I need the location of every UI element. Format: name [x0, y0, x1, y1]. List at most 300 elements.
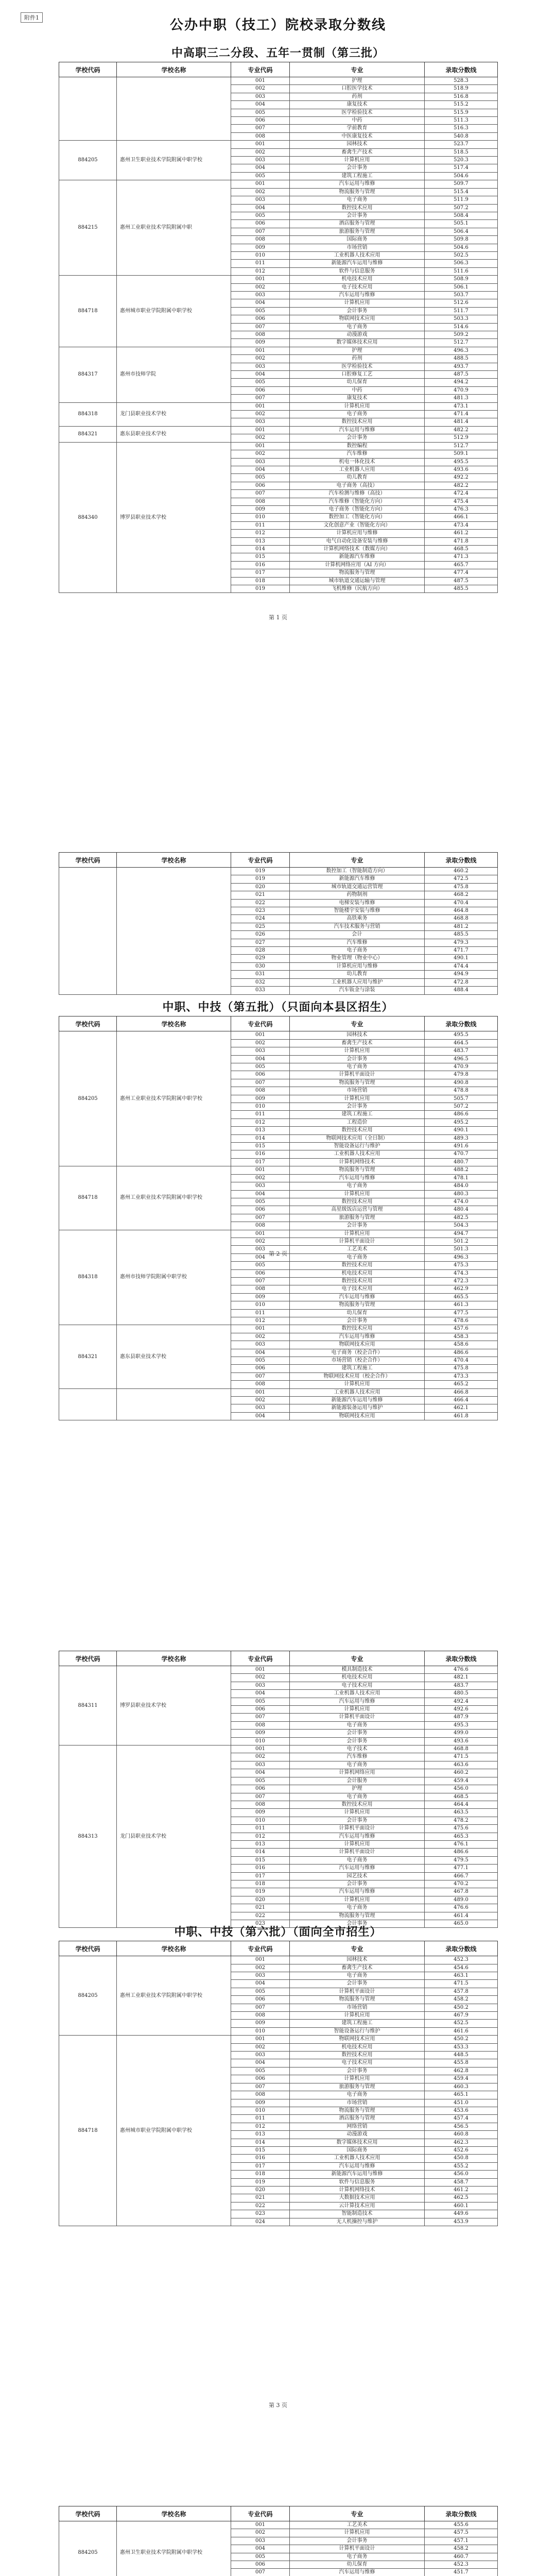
major-code-cell: 003: [231, 458, 290, 466]
score-cell: 477.1: [425, 1865, 498, 1872]
major-code-cell: 013: [231, 2131, 290, 2139]
header-school-code: 学校代码: [59, 853, 117, 868]
major-name-cell: 工业机器人技术应用: [290, 1388, 425, 1396]
major-code-cell: 001: [231, 1325, 290, 1333]
major-code-cell: 029: [231, 955, 290, 962]
header-score: 录取分数线: [425, 62, 498, 77]
major-code-cell: 004: [231, 1690, 290, 1698]
major-name-cell: 工业机器人技术应用: [290, 251, 425, 259]
score-cell: 477.5: [425, 1309, 498, 1317]
score-cell: 478.6: [425, 1317, 498, 1325]
major-name-cell: 城市轨道交通运营管理: [290, 883, 425, 891]
major-name-cell: 电子商务: [290, 1972, 425, 1980]
score-cell: 503.7: [425, 291, 498, 299]
major-code-cell: 003: [231, 418, 290, 426]
score-cell: 509.7: [425, 180, 498, 188]
score-cell: 468.8: [425, 1745, 498, 1753]
score-cell: 461.2: [425, 2186, 498, 2194]
major-code-cell: 004: [231, 2545, 290, 2553]
major-code-cell: 016: [231, 1150, 290, 1158]
score-cell: 475.4: [425, 498, 498, 505]
major-name-cell: 康复技术: [290, 395, 425, 402]
school-code-cell: [59, 1388, 117, 1420]
school-name-cell: 惠州工业职业技术学院附属中职: [117, 180, 231, 276]
major-code-cell: 005: [231, 1777, 290, 1785]
score-cell: 482.2: [425, 426, 498, 434]
score-cell: 454.6: [425, 1964, 498, 1972]
score-cell: 452.5: [425, 2020, 498, 2027]
major-name-cell: 药剂: [290, 93, 425, 100]
major-name-cell: 物联网技术应用: [290, 1341, 425, 1349]
major-name-cell: 电子商务: [290, 1253, 425, 1261]
score-cell: 480.4: [425, 1206, 498, 1214]
major-name-cell: 软件与信息服务: [290, 267, 425, 275]
major-code-cell: 005: [231, 379, 290, 386]
major-code-cell: 012: [231, 1317, 290, 1325]
score-cell: 507.2: [425, 204, 498, 212]
major-name-cell: 会计事务: [290, 2067, 425, 2075]
score-cell: 482.5: [425, 1214, 498, 1222]
school-name-cell: 惠州市技师学院附属中职学校: [117, 1230, 231, 1325]
major-code-cell: 012: [231, 530, 290, 537]
score-cell: 461.6: [425, 2027, 498, 2035]
major-code-cell: 019: [231, 868, 290, 875]
major-name-cell: 会计事务: [290, 1222, 425, 1230]
major-code-cell: 004: [231, 466, 290, 473]
major-code-cell: 002: [231, 411, 290, 418]
table-row: [59, 1956, 498, 1964]
school-name-cell: 惠州卫生职业技术学院附属中职学校: [117, 2521, 231, 2576]
major-code-cell: 010: [231, 2027, 290, 2035]
score-cell: 456.0: [425, 1785, 498, 1793]
major-code-cell: 007: [231, 1214, 290, 1222]
major-code-cell: 005: [231, 1357, 290, 1365]
major-name-cell: 旅游服务与管理: [290, 1214, 425, 1222]
major-code-cell: 007: [231, 2004, 290, 2011]
school-code-cell: 884205: [59, 141, 117, 180]
table-row: [59, 868, 498, 875]
school-name-cell: 惠州卫生职业技术学院附属中职学校: [117, 141, 231, 180]
score-cell: 471.5: [425, 1753, 498, 1761]
major-name-cell: 计算机应用: [290, 1809, 425, 1817]
score-cell: 511.7: [425, 307, 498, 315]
major-name-cell: 国际商务: [290, 2146, 425, 2154]
major-code-cell: 021: [231, 2194, 290, 2202]
major-name-cell: 计算机应用: [290, 1381, 425, 1388]
major-code-cell: 003: [231, 1047, 290, 1055]
major-name-cell: 计算机网络应用: [290, 1769, 425, 1777]
major-name-cell: 会计事务: [290, 1103, 425, 1111]
major-code-cell: 003: [231, 291, 290, 299]
major-code-cell: 002: [231, 1674, 290, 1682]
document-title: 公办中职（技工）院校录取分数线: [169, 18, 386, 33]
score-cell: 485.5: [425, 931, 498, 939]
score-cell: 460.1: [425, 2202, 498, 2210]
score-cell: 455.6: [425, 2521, 498, 2529]
major-code-cell: 006: [231, 1365, 290, 1372]
score-cell: 460.2: [425, 1769, 498, 1777]
major-code-cell: 005: [231, 307, 290, 315]
major-name-cell: 汽车运用与维修: [290, 1888, 425, 1896]
major-code-cell: 001: [231, 276, 290, 283]
major-name-cell: 计算机平面设计: [290, 1238, 425, 1245]
table-header-row: [59, 1941, 498, 1956]
major-code-cell: 004: [231, 2059, 290, 2067]
score-cell: 487.9: [425, 1714, 498, 1721]
major-name-cell: 国际商务: [290, 236, 425, 244]
table-header-row: [59, 62, 498, 77]
score-cell: 458.6: [425, 1341, 498, 1349]
major-name-cell: 计算机网络技术: [290, 2186, 425, 2194]
major-code-cell: 008: [231, 236, 290, 244]
major-code-cell: 015: [231, 2146, 290, 2154]
school-name-cell: 惠州城市职业学院附属中职学校: [117, 2036, 231, 2226]
score-cell: 464.8: [425, 907, 498, 915]
major-code-cell: 005: [231, 1262, 290, 1269]
major-name-cell: 护理: [290, 347, 425, 354]
major-code-cell: 001: [231, 1388, 290, 1396]
score-cell: 473.1: [425, 402, 498, 410]
score-cell: 457.6: [425, 1325, 498, 1333]
score-cell: 512.7: [425, 339, 498, 347]
score-cell: 479.8: [425, 1071, 498, 1079]
score-cell: 478.1: [425, 1174, 498, 1182]
score-cell: 512.9: [425, 434, 498, 442]
major-code-cell: 032: [231, 978, 290, 986]
major-code-cell: 019: [231, 585, 290, 593]
score-cell: 503.3: [425, 315, 498, 323]
major-code-cell: 001: [231, 1745, 290, 1753]
major-code-cell: 021: [231, 891, 290, 899]
header-school-name: 学校名称: [117, 62, 231, 77]
major-name-cell: 计算机网络应用（AI 方向）: [290, 561, 425, 569]
major-code-cell: 003: [231, 363, 290, 370]
score-cell: 480.3: [425, 1190, 498, 1198]
major-code-cell: 015: [231, 553, 290, 561]
major-name-cell: 工业机器人技术应用: [290, 1150, 425, 1158]
major-name-cell: 汽车技术服务与营销: [290, 923, 425, 930]
score-cell: 453.9: [425, 2218, 498, 2226]
major-name-cell: 建筑工程施工: [290, 2020, 425, 2027]
major-code-cell: 001: [231, 1956, 290, 1964]
score-cell: 468.5: [425, 545, 498, 553]
table-header-row: [59, 1651, 498, 1666]
major-name-cell: 中药: [290, 386, 425, 394]
major-name-cell: 学前教育: [290, 125, 425, 132]
header-score: 录取分数线: [425, 2506, 498, 2521]
major-name-cell: 会计: [290, 931, 425, 939]
major-name-cell: 物流服务与管理: [290, 1166, 425, 1174]
major-name-cell: 无人机操控与维护: [290, 2218, 425, 2226]
score-cell: 523.7: [425, 141, 498, 148]
major-code-cell: 001: [231, 1031, 290, 1039]
major-code-cell: 005: [231, 1698, 290, 1705]
major-name-cell: 园林技术: [290, 1031, 425, 1039]
major-code-cell: 007: [231, 490, 290, 498]
score-cell: 508.9: [425, 276, 498, 283]
score-cell: 489.3: [425, 1134, 498, 1142]
major-code-cell: 001: [231, 402, 290, 410]
school-code-cell: 884318: [59, 1230, 117, 1325]
major-code-cell: 007: [231, 1793, 290, 1801]
school-name-cell: 龙门县职业技术学校: [117, 1745, 231, 1928]
major-name-cell: 电子商务: [290, 1904, 425, 1912]
document-page: [0, 0, 556, 639]
major-code-cell: 006: [231, 1206, 290, 1214]
major-code-cell: 002: [231, 2529, 290, 2537]
page-number: 第 2 页: [269, 1250, 287, 1257]
major-code-cell: 002: [231, 85, 290, 93]
score-cell: 494.9: [425, 971, 498, 978]
major-name-cell: 园林技术: [290, 1956, 425, 1964]
school-name-cell: 龙门县职业技术学校: [117, 402, 231, 426]
major-code-cell: 002: [231, 283, 290, 291]
table-row: [59, 426, 498, 434]
major-name-cell: 工艺美术: [290, 2521, 425, 2529]
major-name-cell: 电子商务: [290, 1856, 425, 1864]
major-name-cell: 电子技术: [290, 1745, 425, 1753]
major-name-cell: 建筑工程施工: [290, 1111, 425, 1118]
score-cell: 455.8: [425, 2059, 498, 2067]
major-code-cell: 014: [231, 545, 290, 553]
major-code-cell: 004: [231, 1253, 290, 1261]
header-score: 录取分数线: [425, 1016, 498, 1031]
score-cell: 470.9: [425, 386, 498, 394]
major-name-cell: 高铁乘务: [290, 915, 425, 923]
score-cell: 459.4: [425, 2075, 498, 2083]
major-name-cell: 物联网技术应用: [290, 315, 425, 323]
major-name-cell: 计算机平面设计: [290, 1071, 425, 1079]
major-name-cell: 计算机网络技术（数媒方向）: [290, 545, 425, 553]
table-row: [59, 1325, 498, 1333]
major-code-cell: 014: [231, 1849, 290, 1856]
score-cell: 473.3: [425, 1372, 498, 1380]
major-name-cell: 畜禽生产技术: [290, 1039, 425, 1047]
school-code-cell: 884205: [59, 1031, 117, 1166]
major-code-cell: 008: [231, 1285, 290, 1293]
school-name-cell: [117, 77, 231, 141]
major-name-cell: 电子商务（智能化方向）: [290, 505, 425, 513]
score-cell: 458.7: [425, 2178, 498, 2186]
score-cell: 487.5: [425, 577, 498, 585]
score-cell: 492.6: [425, 1706, 498, 1714]
major-name-cell: 数控技术应用: [290, 1127, 425, 1134]
major-code-cell: 024: [231, 2218, 290, 2226]
header-major: 专业: [290, 62, 425, 77]
major-name-cell: 电子技术应用: [290, 283, 425, 291]
major-code-cell: 016: [231, 2155, 290, 2162]
school-code-cell: 884313: [59, 1745, 117, 1928]
major-code-cell: 005: [231, 2067, 290, 2075]
major-name-cell: 计算机应用: [290, 1095, 425, 1103]
section-title: 中职、中技（第六批）（面向全市招生）: [174, 1925, 382, 1939]
score-cell: 461.8: [425, 1412, 498, 1420]
major-name-cell: 医学检验技术: [290, 363, 425, 370]
school-code-cell: 884718: [59, 2036, 117, 2226]
major-name-cell: 物流服务与管理: [290, 188, 425, 196]
major-name-cell: 工业机器人应用与维护: [290, 978, 425, 986]
major-name-cell: 会计事务: [290, 1880, 425, 1888]
major-name-cell: 电子商务: [290, 1761, 425, 1769]
score-cell: 470.9: [425, 1063, 498, 1071]
major-code-cell: 003: [231, 2537, 290, 2545]
major-code-cell: 017: [231, 1872, 290, 1880]
major-name-cell: 新能源装备运用与维护: [290, 1404, 425, 1412]
school-name-cell: 惠州工业职业技术学院附属中职学校: [117, 1031, 231, 1166]
major-code-cell: 001: [231, 141, 290, 148]
major-code-cell: 016: [231, 561, 290, 569]
major-code-cell: 021: [231, 1904, 290, 1912]
major-code-cell: 007: [231, 1714, 290, 1721]
score-cell: 458.2: [425, 1996, 498, 2004]
score-cell: 515.4: [425, 188, 498, 196]
table-row: [59, 2036, 498, 2043]
major-code-cell: 022: [231, 1912, 290, 1920]
score-cell: 487.5: [425, 371, 498, 379]
major-name-cell: 物联网技术应用（校企合作）: [290, 1372, 425, 1380]
score-cell: 465.1: [425, 2091, 498, 2099]
major-name-cell: 口腔修复工艺: [290, 371, 425, 379]
score-cell: 506.3: [425, 260, 498, 267]
major-code-cell: 001: [231, 77, 290, 85]
major-name-cell: 计算机应用: [290, 2529, 425, 2537]
header-major: 专业: [290, 2506, 425, 2521]
major-code-cell: 001: [231, 347, 290, 354]
score-cell: 452.3: [425, 1956, 498, 1964]
major-code-cell: 008: [231, 1087, 290, 1095]
major-code-cell: 020: [231, 1896, 290, 1904]
major-code-cell: 006: [231, 2075, 290, 2083]
major-code-cell: 003: [231, 1761, 290, 1769]
table-row: [59, 1031, 498, 1039]
major-name-cell: 计算机应用与维修: [290, 530, 425, 537]
table-header-row: [59, 853, 498, 868]
table-row: [59, 2521, 498, 2529]
major-name-cell: 机电一体化技术: [290, 458, 425, 466]
major-code-cell: 002: [231, 1039, 290, 1047]
major-code-cell: 005: [231, 212, 290, 219]
major-name-cell: 物联网技术应用（全日制）: [290, 1134, 425, 1142]
major-name-cell: 市场营销: [290, 1087, 425, 1095]
major-code-cell: 010: [231, 514, 290, 521]
major-name-cell: 会计事务: [290, 1737, 425, 1745]
major-name-cell: 计算机应用: [290, 1706, 425, 1714]
major-code-cell: 001: [231, 1166, 290, 1174]
score-cell: 466.4: [425, 1397, 498, 1404]
score-cell: 451.7: [425, 2569, 498, 2576]
major-name-cell: 动漫游戏: [290, 331, 425, 339]
header-school-name: 学校名称: [117, 1016, 231, 1031]
major-name-cell: 数控技术应用: [290, 1801, 425, 1808]
major-name-cell: 物流服务与管理: [290, 569, 425, 577]
score-cell: 472.8: [425, 978, 498, 986]
major-name-cell: 城市轨道交通运输与管理: [290, 577, 425, 585]
score-cell: 460.2: [425, 868, 498, 875]
table-row: [59, 276, 498, 283]
score-cell: 518.5: [425, 148, 498, 156]
major-code-cell: 018: [231, 577, 290, 585]
header-major-code: 专业代码: [231, 62, 290, 77]
major-code-cell: 006: [231, 482, 290, 489]
major-name-cell: 酒店服务与管理: [290, 220, 425, 228]
major-name-cell: 动漫游戏: [290, 2131, 425, 2139]
score-cell: 465.0: [425, 1920, 498, 1928]
major-code-cell: 008: [231, 498, 290, 505]
major-name-cell: 机电技术应用: [290, 276, 425, 283]
major-name-cell: 电梯安装与维修: [290, 899, 425, 907]
major-code-cell: 010: [231, 1737, 290, 1745]
major-name-cell: 物联网技术应用: [290, 1412, 425, 1420]
major-code-cell: 003: [231, 1972, 290, 1980]
major-code-cell: 013: [231, 1840, 290, 1848]
major-code-cell: 001: [231, 426, 290, 434]
score-cell: 486.6: [425, 1849, 498, 1856]
major-name-cell: 医学检验技术: [290, 109, 425, 116]
major-code-cell: 027: [231, 939, 290, 946]
major-name-cell: 汽车检测与维修（高技）: [290, 490, 425, 498]
major-code-cell: 011: [231, 260, 290, 267]
major-code-cell: 003: [231, 1246, 290, 1253]
major-name-cell: 汽车运用与维修: [290, 1333, 425, 1341]
major-code-cell: 002: [231, 1397, 290, 1404]
major-name-cell: 模具制造技术: [290, 1666, 425, 1674]
major-name-cell: 康复技术: [290, 101, 425, 109]
major-code-cell: 005: [231, 1988, 290, 1995]
major-code-cell: 005: [231, 109, 290, 116]
major-code-cell: 004: [231, 1769, 290, 1777]
major-code-cell: 003: [231, 1182, 290, 1190]
table-row: [59, 77, 498, 85]
score-cell: 528.3: [425, 77, 498, 85]
score-cell: 514.6: [425, 323, 498, 331]
major-name-cell: 工业机器人技术应用: [290, 2155, 425, 2162]
major-code-cell: 014: [231, 2139, 290, 2146]
major-code-cell: 006: [231, 1071, 290, 1079]
header-major: 专业: [290, 1016, 425, 1031]
major-name-cell: 会计事务: [290, 1055, 425, 1063]
score-cell: 478.8: [425, 1087, 498, 1095]
major-name-cell: 建筑工程施工: [290, 1365, 425, 1372]
major-name-cell: 机电技术应用: [290, 2043, 425, 2051]
major-name-cell: 计算机平面设计: [290, 1849, 425, 1856]
score-table: [59, 1016, 498, 1420]
school-name-cell: 惠东县职业技术学校: [117, 426, 231, 442]
score-cell: 489.0: [425, 1896, 498, 1904]
score-cell: 471.5: [425, 1980, 498, 1988]
major-code-cell: 023: [231, 907, 290, 915]
major-name-cell: 畜禽生产技术: [290, 1964, 425, 1972]
score-cell: 504.3: [425, 1222, 498, 1230]
score-cell: 459.4: [425, 1777, 498, 1785]
major-code-cell: 001: [231, 442, 290, 450]
major-code-cell: 009: [231, 339, 290, 347]
section-title: 中高职三二分段、五年一贯制（第三批）: [171, 46, 385, 60]
major-code-cell: 002: [231, 450, 290, 458]
major-code-cell: 002: [231, 355, 290, 363]
table-row: [59, 1166, 498, 1174]
score-cell: 450.8: [425, 2155, 498, 2162]
major-name-cell: 护理: [290, 1785, 425, 1793]
major-code-cell: 006: [231, 2561, 290, 2569]
score-cell: 457.5: [425, 2529, 498, 2537]
score-cell: 515.9: [425, 109, 498, 116]
major-code-cell: 012: [231, 267, 290, 275]
major-name-cell: 汽车运用与维修: [290, 1174, 425, 1182]
score-cell: 468.5: [425, 1793, 498, 1801]
score-cell: 465.3: [425, 1833, 498, 1840]
header-major: 专业: [290, 853, 425, 868]
major-name-cell: 汽车维修: [290, 939, 425, 946]
